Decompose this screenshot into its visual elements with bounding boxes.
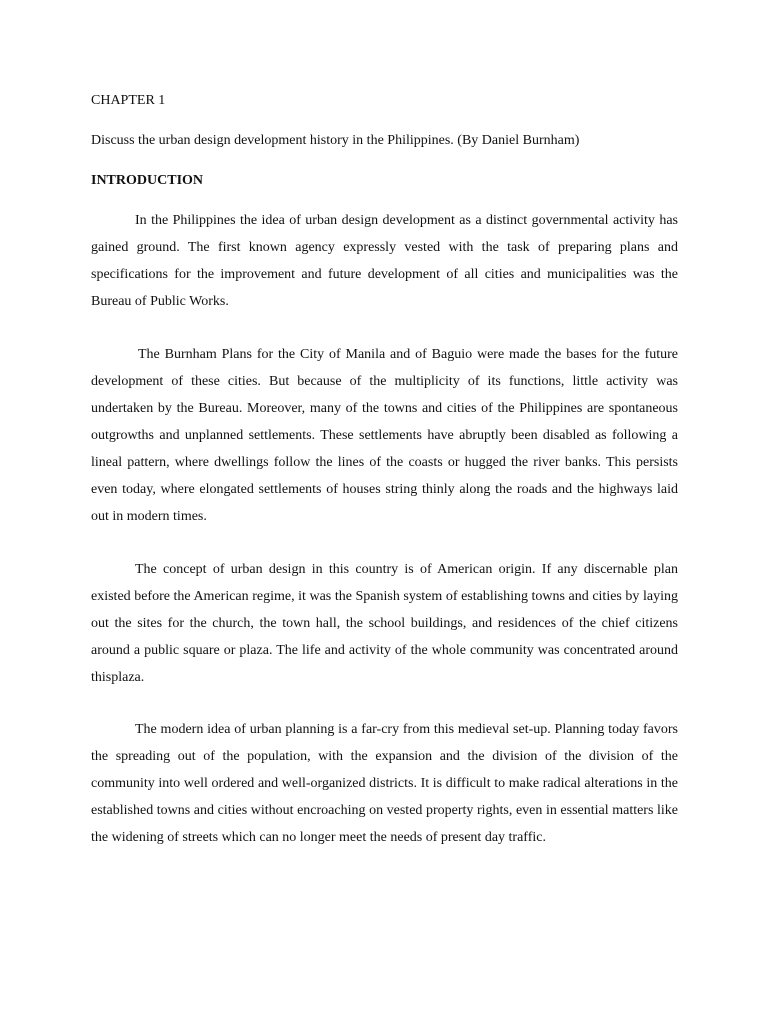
paragraph-4: The modern idea of urban planning is a far-cry from this medieval set-up. Planning today favors the spreading out of the population, with the expansion and the division of the division of the community into well ordered and well-organized districts. It is difficult to make radical alterations in the established towns and cities without encroaching on vested property rights, even in essential matters like the widening of streets which can no longer meet the needs of present day traffic.: [91, 722, 678, 845]
paragraph-3: The concept of urban design in this country is of American origin. If any discernable plan existed before the American regime, it was the Spanish system of establishing towns and cities by laying out the sites for the church, the town hall, the school buildings, and residences of the chief citizens around a public square or plaza. The life and activity of the whole community was concentrated around thisplaza.: [91, 562, 678, 685]
chapter-title: CHAPTER 1: [91, 93, 166, 108]
paragraph-1: In the Philippines the idea of urban design development as a distinct governmental activity has gained ground. The first known agency expressly vested with the task of preparing plans and specifications for the improvement and future development of all cities and municipalities was the Bureau of Public Works.: [91, 213, 678, 309]
section-heading: INTRODUCTION: [91, 173, 204, 188]
paragraph-2: The Burnham Plans for the City of Manila and of Baguio were made the bases for the future development of these cities. But because of the multiplicity of its functions, little activity was undertaken by the Bureau. Moreover, many of the towns and cities of the Philippines are spontaneous outgrowths and unplanned settlements. These settlements have abruptly been disabled as following a lineal pattern, where dwellings follow the lines of the coasts or hugged the river banks. This persists even today, where elongated settlements of houses string thinly along the roads and the highways laid out in modern times.: [91, 347, 678, 524]
assignment-question: Discuss the urban design development history in the Philippines. (By Daniel Burnham): [91, 133, 580, 148]
